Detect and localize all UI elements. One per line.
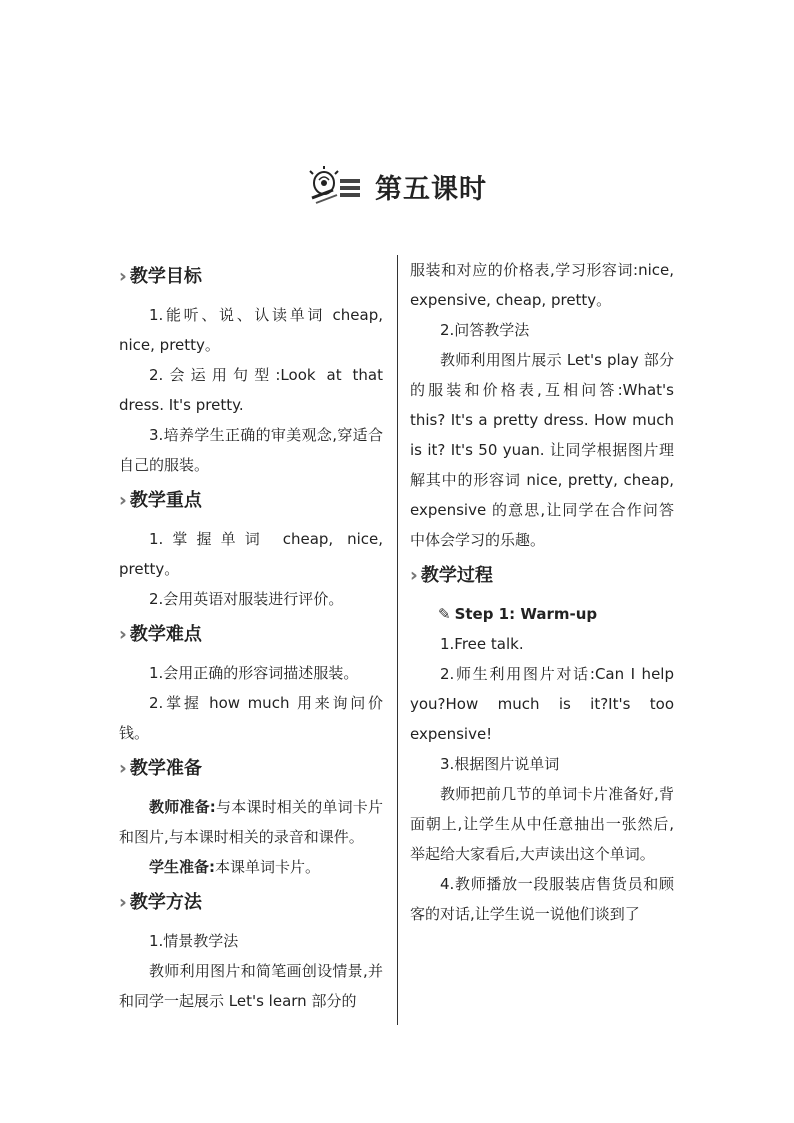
left-column: [119, 256, 383, 1016]
double-chevron-icon: ››: [410, 565, 411, 586]
section-heading-preparation: ›› 教学准备: [119, 758, 202, 779]
teacher-preparation-text: 与本课时相关的单词卡片和图片,与本课时相关的录音和课件。: [119, 798, 383, 846]
process-item: 2.师生利用图片对话:Can I help you?How much is it?It's too expensive!: [410, 665, 674, 743]
section-heading-methods: ›› 教学方法: [119, 892, 202, 913]
method-title: 1.情景教学法: [149, 932, 239, 950]
difficulty-item: 1.会用正确的形容词描述服装。: [149, 664, 359, 682]
column-divider: [397, 255, 398, 1025]
student-preparation-text: 本课单词卡片。: [215, 858, 321, 876]
student-preparation: [119, 852, 383, 882]
difficulty-item: 2.掌握 how much 用来询问价钱。: [119, 694, 383, 742]
objective-item: 2.会运用句型:Look at that dress. It's pretty.: [119, 366, 383, 414]
key-point-item: 2.会用英语对服装进行评价。: [149, 590, 344, 608]
objective-item: 3.培养学生正确的审美观念,穿适合自己的服装。: [119, 426, 383, 474]
section-heading-objectives: ›› 教学目标: [119, 266, 202, 287]
double-chevron-icon: ››: [119, 892, 120, 913]
key-point-item: 1.掌握单词 cheap, nice, pretty。: [119, 530, 383, 578]
right-column: [410, 255, 674, 929]
leaf-icon: ✎: [438, 605, 451, 623]
method-text-continued: 服装和对应的价格表,学习形容词:nice, expensive, cheap, pretty。: [410, 261, 674, 309]
section-heading-difficulties: ›› 教学难点: [119, 624, 202, 645]
student-preparation-label: 学生准备:: [149, 858, 215, 876]
double-chevron-icon: ››: [119, 266, 120, 287]
step-heading: ✎ Step 1: Warm-up: [410, 599, 674, 629]
process-item: 3.根据图片说单词: [440, 755, 560, 773]
double-chevron-icon: ››: [119, 758, 120, 779]
double-chevron-icon: ››: [119, 624, 120, 645]
title-area: [0, 166, 794, 210]
process-item: 教师把前几节的单词卡片准备好,背面朝上,让学生从中任意抽出一张然后,举起给大家看后,大声读出这个单词。: [410, 785, 674, 863]
method-text: 教师利用图片展示 Let's play 部分的服装和价格表,互相问答:What's this? It's a pretty dress. How much is it? It's 50 yuan. 让同学根据图片理解其中的形容词 nice, pretty, cheap, expensive 的意思,让同学在合作问答中体会学习的乐趣。: [410, 351, 674, 549]
section-heading-key-points: ›› 教学重点: [119, 490, 202, 511]
method-text: 教师利用图片和简笔画创设情景,并和同学一起展示 Let's learn 部分的: [119, 962, 383, 1010]
teacher-preparation: [119, 792, 383, 852]
page-title: 第五课时: [375, 173, 487, 205]
objective-item: 1.能听、说、认读单词 cheap, nice, pretty。: [119, 306, 383, 354]
double-chevron-icon: ››: [119, 490, 120, 511]
teacher-preparation-label: 教师准备:: [149, 798, 216, 816]
method-title: 2.问答教学法: [440, 321, 530, 339]
process-item: 1.Free talk.: [440, 635, 524, 653]
lightbulb-book-icon: [307, 166, 363, 206]
process-item: 4.教师播放一段服装店售货员和顾客的对话,让学生说一说他们谈到了: [410, 875, 674, 923]
section-heading-process: ›› 教学过程: [410, 565, 493, 586]
